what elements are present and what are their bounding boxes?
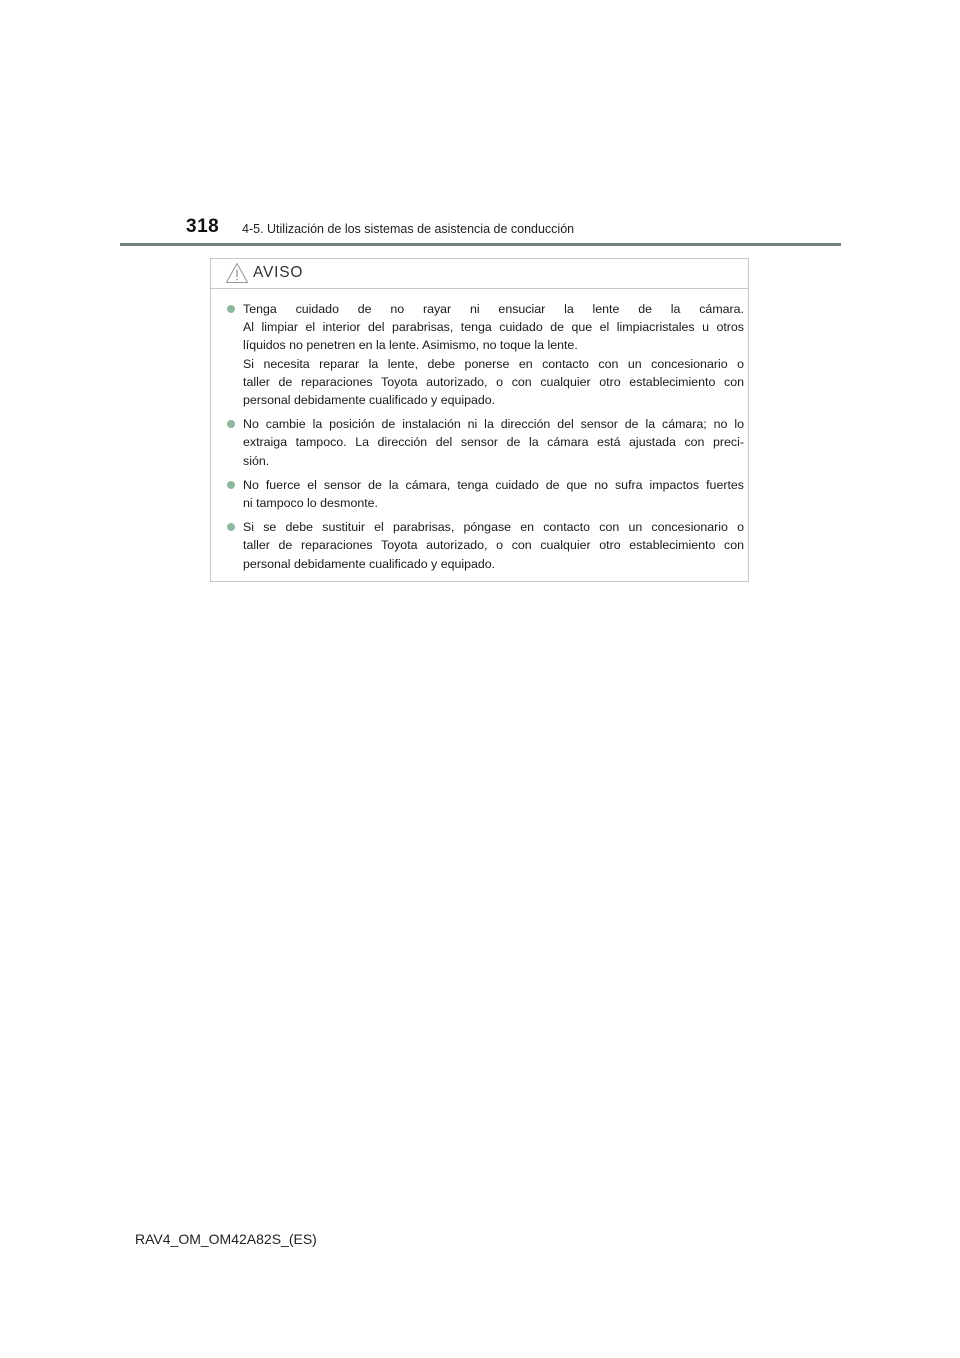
text-line: Al limpiar el interior del parabrisas, tenga cuidado de que el limpiacristales u otros xyxy=(243,320,744,335)
warning-header xyxy=(211,259,748,289)
header-divider xyxy=(120,243,841,246)
text-line: líquidos no penetren en la lente. Asimismo, no toque la lente. xyxy=(243,338,578,353)
warning-body xyxy=(225,300,744,579)
warning-item xyxy=(225,300,744,409)
text-line: personal debidamente cualificado y equipado. xyxy=(243,556,496,571)
text-line: ni tampoco lo desmonte. xyxy=(243,496,378,511)
text-line: extraiga tampoco. La dirección del sensor de la cámara está ajustada con preci- xyxy=(243,435,744,450)
text-line: Si se debe sustituir el parabrisas, póngase en contacto con un concesionario o xyxy=(243,520,744,535)
text-line: taller de reparaciones Toyota autorizado, o con cualquier otro establecimiento con xyxy=(243,538,744,553)
bullet-icon xyxy=(227,523,235,531)
warning-item xyxy=(225,518,744,573)
warning-triangle-icon xyxy=(225,262,249,284)
warning-label: AVISO xyxy=(253,264,304,281)
bullet-icon xyxy=(227,305,235,313)
text-line: taller de reparaciones Toyota autorizado, o con cualquier otro establecimiento con xyxy=(243,374,744,389)
warning-box xyxy=(210,258,749,582)
text-line: personal debidamente cualificado y equipado. xyxy=(243,393,496,408)
text-line: No cambie la posición de instalación ni la dirección del sensor de la cámara; no lo xyxy=(243,417,744,432)
text-line: sión. xyxy=(243,453,270,468)
text-line: Tenga cuidado de no rayar ni ensuciar la lente de la cámara. xyxy=(243,302,744,316)
document-code: RAV4_OM_OM42A82S_(ES) xyxy=(135,1231,317,1247)
page-number: 318 xyxy=(186,216,220,237)
warning-item xyxy=(225,415,744,470)
warning-item xyxy=(225,476,744,512)
bullet-icon xyxy=(227,420,235,428)
text-line: Si necesita reparar la lente, debe ponerse en contacto con un concesionario o xyxy=(243,356,744,371)
bullet-icon xyxy=(227,481,235,489)
section-title: 4-5. Utilización de los sistemas de asistencia de conducción xyxy=(242,222,575,236)
text-line: No fuerce el sensor de la cámara, tenga cuidado de que no sufra impactos fuertes xyxy=(243,477,744,492)
